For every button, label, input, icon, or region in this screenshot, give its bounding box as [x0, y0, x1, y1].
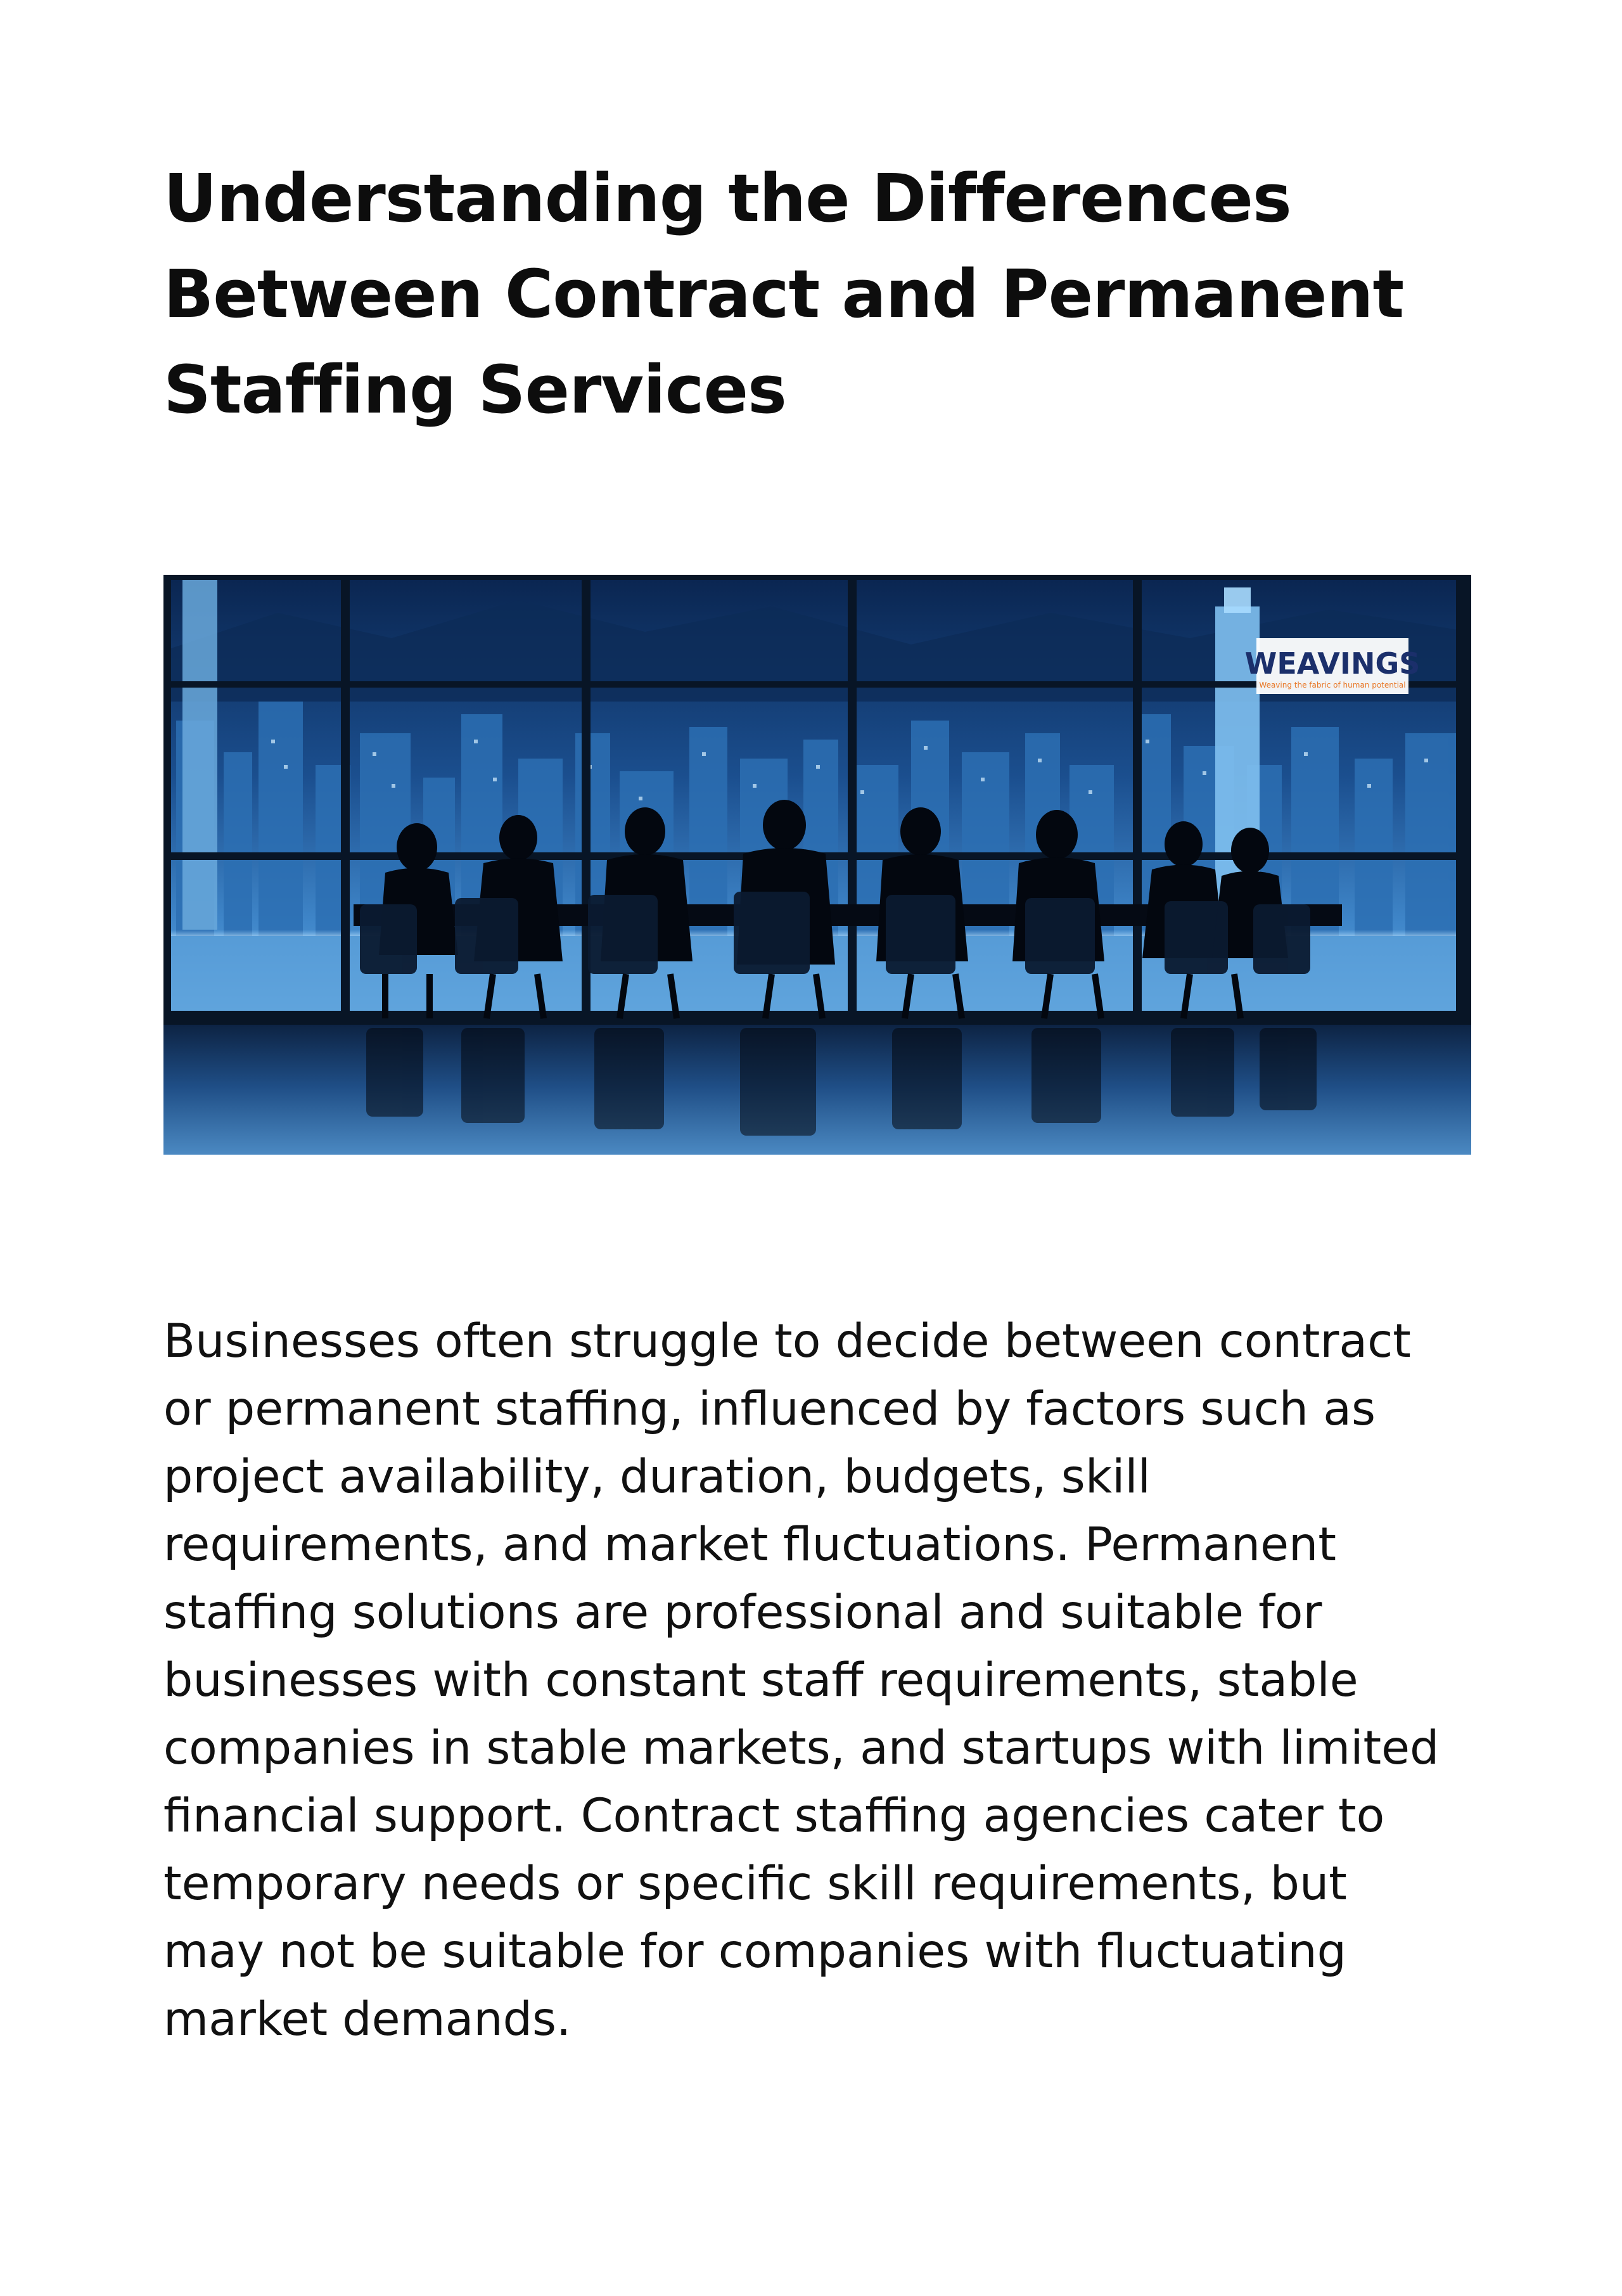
title-line-1: Understanding the Differences	[163, 160, 1291, 237]
body-line: or permanent staffing, influenced by factors such as	[163, 1382, 1376, 1436]
body-line: businesses with constant staff requirements, stable	[163, 1653, 1358, 1707]
logo-text: WEAVINGS	[1244, 646, 1421, 681]
logo-tagline: Weaving the fabric of human potential	[1259, 681, 1406, 689]
title-line-2: Between Contract and Permanent	[163, 255, 1404, 333]
body-paragraph	[163, 1307, 1481, 2053]
title-line-3: Staffing Services	[163, 351, 786, 428]
body-line: project availability, duration, budgets, skill	[163, 1450, 1151, 1504]
hero-image	[163, 575, 1471, 1155]
page-title	[163, 151, 1494, 438]
body-line: financial support. Contract staffing agencies cater to	[163, 1789, 1385, 1843]
body-line: temporary needs or specific skill requirements, but	[163, 1857, 1347, 1911]
body-line: Businesses often struggle to decide between contract	[163, 1314, 1411, 1368]
body-line: companies in stable markets, and startups with limited	[163, 1721, 1440, 1775]
body-line: may not be suitable for companies with fluctuating	[163, 1925, 1346, 1979]
boardroom-photo	[163, 575, 1471, 1155]
body-line: staffing solutions are professional and suitable for	[163, 1586, 1322, 1639]
body-line: market demands.	[163, 1992, 572, 2046]
weavings-logo	[1245, 638, 1421, 694]
body-line: requirements, and market fluctuations. Permanent	[163, 1518, 1336, 1572]
